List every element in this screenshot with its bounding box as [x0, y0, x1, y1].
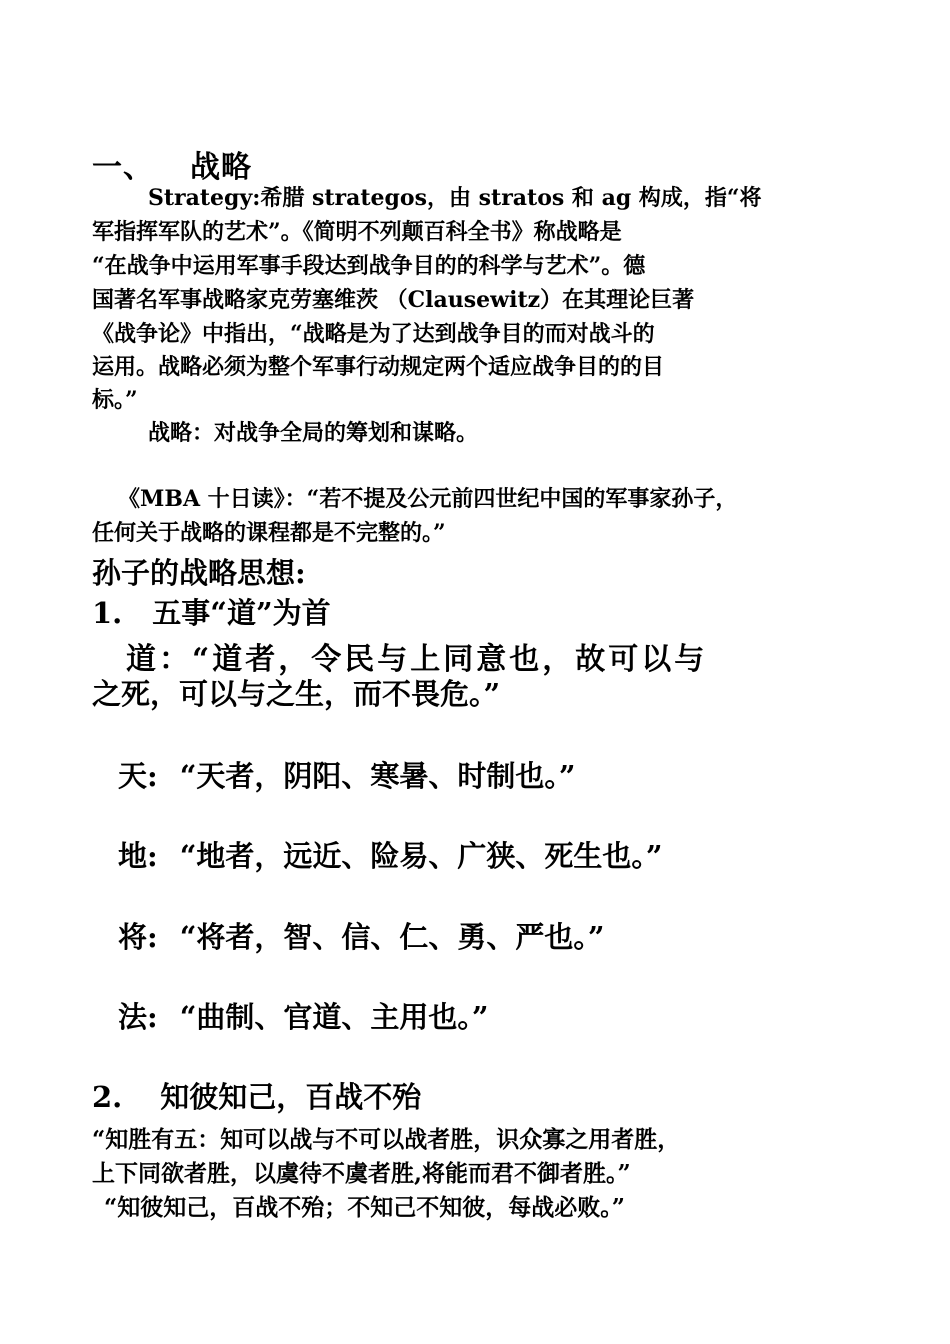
item-jiang-key: 将: [118, 920, 158, 954]
point1-title: 五事“道”为首 [152, 596, 331, 630]
point2-number: 2. [92, 1080, 123, 1114]
item-tian-key: 天: [118, 759, 158, 793]
section-heading [92, 142, 862, 186]
definition-line-7: 标。” [92, 387, 138, 413]
definition-line-1: Strategy:希腊 strategos，由 stratos 和 ag 构成，指“将 [148, 185, 762, 211]
definition-line-5: 《战争论》中指出，“战略是为了达到战争目的而对战斗的 [92, 321, 655, 347]
sunzi-heading: 孙子的战略思想: [92, 556, 306, 590]
quote-line-2: 任何关于战略的课程都是不完整的。” [92, 520, 446, 546]
item-fa-text: “曲制、官道、主用也。” [179, 1000, 489, 1034]
point2-title: 知彼知己，百战不殆 [160, 1080, 422, 1114]
item-jiang [118, 915, 888, 956]
definition-line-4: 国著名军事战略家克劳塞维茨 （Clausewitz）在其理论巨著 [92, 287, 695, 313]
point2-line-3: “知彼知己，百战不殆；不知己不知彼，每战必败。” [104, 1194, 625, 1221]
section-number: 一、 [92, 150, 154, 185]
item-tian-text: “天者，阴阳、寒暑、时制也。” [179, 759, 576, 793]
point1-heading [92, 591, 862, 632]
item-jiang-text: “将者，智、信、仁、勇、严也。” [179, 920, 605, 954]
item-fa-key: 法: [118, 1000, 158, 1034]
definition-summary: 战略：对战争全局的筹划和谋略。 [148, 420, 479, 446]
definition-line-2: 军指挥军队的艺术”。《简明不列颠百科全书》称战略是 [92, 219, 622, 245]
item-di-key: 地: [118, 839, 158, 873]
section-title: 战略 [190, 150, 252, 185]
item-fa [118, 995, 888, 1036]
point2-line-2: 上下同欲者胜，以虞待不虞者胜,将能而君不御者胜。” [92, 1160, 631, 1187]
quote-line-1: 《MBA 十日读》：“若不提及公元前四世纪中国的军事家孙子， [118, 486, 738, 512]
point2-heading [92, 1075, 862, 1116]
point2-line-1: “知胜有五：知可以战与不可以战者胜，识众寡之用者胜， [92, 1126, 681, 1153]
definition-line-6: 运用。战略必须为整个军事行动规定两个适应战争目的的目 [92, 354, 665, 380]
item-di [118, 834, 888, 875]
item-tian [118, 754, 888, 795]
dao-line-1: 道：“道者，令民与上同意也，故可以与 [126, 642, 708, 677]
definition-line-3: “在战争中运用军事手段达到战争目的的科学与艺术”。德 [92, 253, 646, 279]
item-di-text: “地者，远近、险易、广狭、死生也。” [179, 839, 663, 873]
dao-line-2: 之死，可以与之生，而不畏危。” [92, 677, 501, 711]
point1-number: 1. [92, 596, 123, 630]
